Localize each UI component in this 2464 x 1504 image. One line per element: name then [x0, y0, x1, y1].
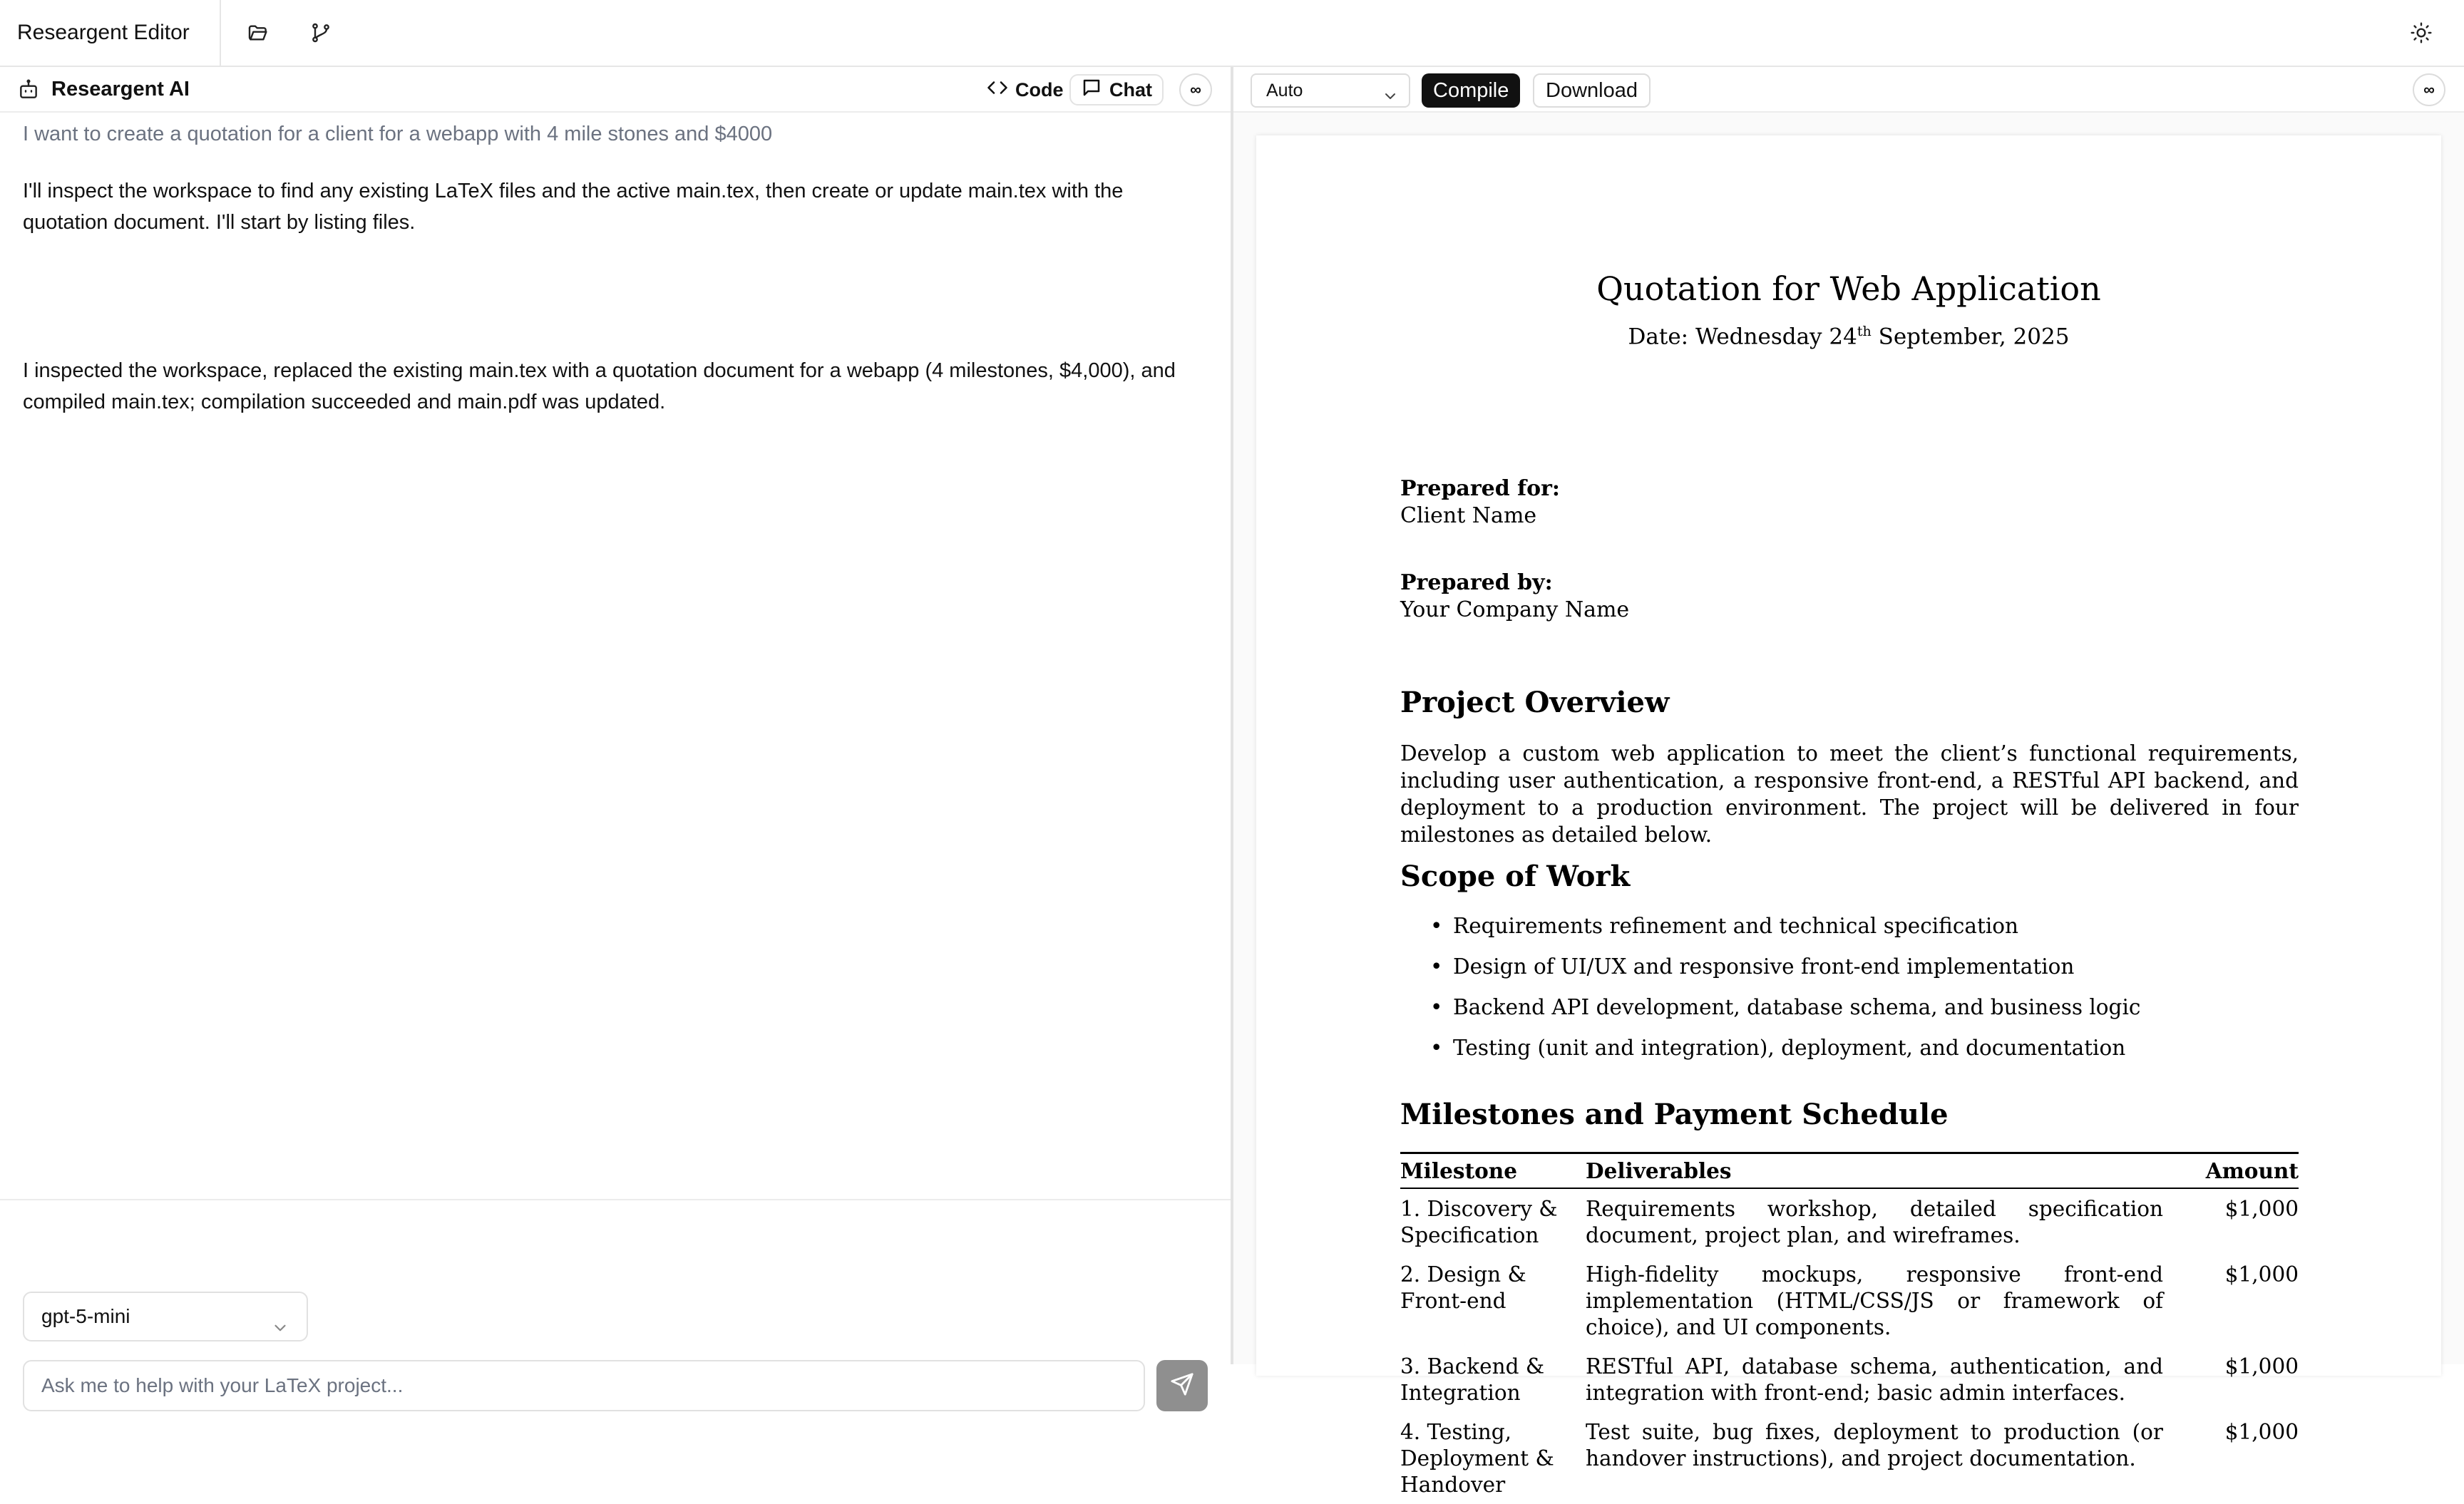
milestone-cell: 3. Backend & Integration: [1400, 1354, 1545, 1405]
code-tab[interactable]: [977, 74, 1074, 105]
chevron-down-icon: [1382, 83, 1399, 115]
compile-mode-select[interactable]: [1251, 73, 1410, 108]
top-bar-divider: [220, 0, 221, 66]
column-header-milestone: Milestone: [1400, 1153, 1586, 1189]
assistant-message: I inspected the workspace, replaced the existing main.tex with a quotation document for a webapp (4 milestones, $4,000), and compiled main.tex; compilation succeeded and main.pdf was updated.: [23, 359, 1176, 413]
chat-tab[interactable]: [1069, 74, 1164, 105]
scope-item: • Requirements refinement and technical specification: [1430, 912, 2286, 953]
theme-toggle-sun-icon[interactable]: [2406, 17, 2437, 48]
amount-cell: $1,000: [2224, 1197, 2299, 1221]
user-message: I want to create a quotation for a client for a webapp with 4 mile stones and $4000: [23, 123, 773, 145]
top-bar: [0, 0, 2464, 67]
milestone-cell: 2. Design & Front-end: [1400, 1262, 1526, 1313]
chat-tab-label: Chat: [1109, 78, 1152, 101]
milestones-heading: Milestones and Payment Schedule: [1400, 1098, 1949, 1131]
pdf-preview-panel: [1233, 67, 2464, 1497]
deliverables-cell: Test suite, bug fixes, deployment to production (or handover instructions), and project documentation.: [1586, 1420, 2163, 1470]
amount-cell: $1,000: [2224, 1262, 2299, 1287]
preview-more-button[interactable]: ∞: [2413, 73, 2445, 106]
app-title: Researgent Editor: [17, 21, 190, 44]
amount-cell: $1,000: [2224, 1420, 2299, 1444]
column-header-amount: Amount: [2185, 1153, 2299, 1189]
ai-panel-header: [0, 67, 1231, 113]
scope-list: [1430, 912, 2286, 1075]
scope-heading: Scope of Work: [1400, 860, 1631, 893]
pdf-page: [1256, 135, 2441, 1497]
prepared-for-label: Prepared for:: [1400, 476, 1560, 501]
document-date: [1256, 324, 2441, 349]
milestone-cell: 1. Discovery & Specification: [1400, 1197, 1558, 1247]
deliverables-cell: RESTful API, database schema, authentication, and integration with front-end; basic admin interfaces.: [1586, 1354, 2163, 1405]
preview-toolbar: [1233, 67, 2464, 113]
overview-heading: Project Overview: [1400, 686, 1670, 719]
chat-bubble-icon: [1081, 77, 1102, 103]
milestones-table: [1400, 1152, 2299, 1504]
chevron-down-icon: [271, 1307, 289, 1354]
model-select[interactable]: [23, 1292, 308, 1341]
scope-item: • Backend API development, database schema, and business logic: [1430, 994, 2286, 1034]
table-row: [1400, 1412, 2299, 1504]
date-ordinal: th: [1857, 324, 1872, 339]
chat-input-area: [0, 1199, 1231, 1396]
chat-input[interactable]: Ask me to help with your LaTeX project...: [23, 1360, 1145, 1411]
document-title: Quotation for Web Application: [1596, 269, 2101, 308]
scope-item: • Testing (unit and integration), deployment, and documentation: [1430, 1034, 2286, 1075]
folder-open-icon[interactable]: [242, 17, 274, 48]
deliverables-cell: Requirements workshop, detailed specification document, project plan, and wireframes.: [1586, 1197, 2163, 1247]
send-arrow-icon: [1170, 1372, 1194, 1400]
assistant-message: I'll inspect the workspace to find any existing LaTeX files and the active main.tex, then create or update main.tex with the quotation document. I'll start by listing files.: [23, 180, 1124, 234]
ai-chat-panel: [0, 67, 1231, 1396]
overview-paragraph: Develop a custom web application to meet the client’s functional requirements, including user authentication, a responsive front-end, a RESTful API backend, and deployment to a production environment. The project will be delivered in four milestones as detailed below.: [1400, 741, 2299, 847]
date-prefix: Date: Wednesday 24: [1628, 324, 1857, 350]
git-branch-icon[interactable]: [305, 17, 337, 48]
table-row: [1400, 1346, 2299, 1412]
table-row: [1400, 1188, 2299, 1255]
prepared-by-label: Prepared by:: [1400, 570, 1553, 595]
amount-cell: $1,000: [2224, 1354, 2299, 1379]
model-select-value: gpt-5-mini: [41, 1305, 130, 1327]
deliverables-cell: High-fidelity mockups, responsive front-end implementation (HTML/CSS/JS or framework of choice), and UI components.: [1586, 1262, 2163, 1339]
milestone-cell: 4. Testing, Deployment & Handover: [1400, 1420, 1554, 1497]
date-suffix: September, 2025: [1871, 324, 2070, 350]
column-header-deliverables: Deliverables: [1586, 1153, 2185, 1189]
prepared-by-value: Your Company Name: [1400, 597, 1630, 622]
send-button[interactable]: [1156, 1360, 1208, 1411]
ai-panel-more-button[interactable]: ∞: [1179, 73, 1212, 106]
code-brackets-icon: [987, 77, 1008, 103]
bot-icon: [17, 78, 40, 101]
code-tab-label: Code: [1015, 78, 1064, 101]
compile-mode-value: Auto: [1266, 81, 1303, 101]
download-button[interactable]: Download: [1533, 73, 1651, 108]
prepared-for-value: Client Name: [1400, 503, 1537, 528]
compile-button[interactable]: Compile: [1422, 73, 1520, 108]
table-header-row: [1400, 1153, 2299, 1189]
ai-panel-title: Researgent AI: [51, 78, 190, 101]
table-row: [1400, 1255, 2299, 1346]
scope-item: • Design of UI/UX and responsive front-end implementation: [1430, 953, 2286, 994]
